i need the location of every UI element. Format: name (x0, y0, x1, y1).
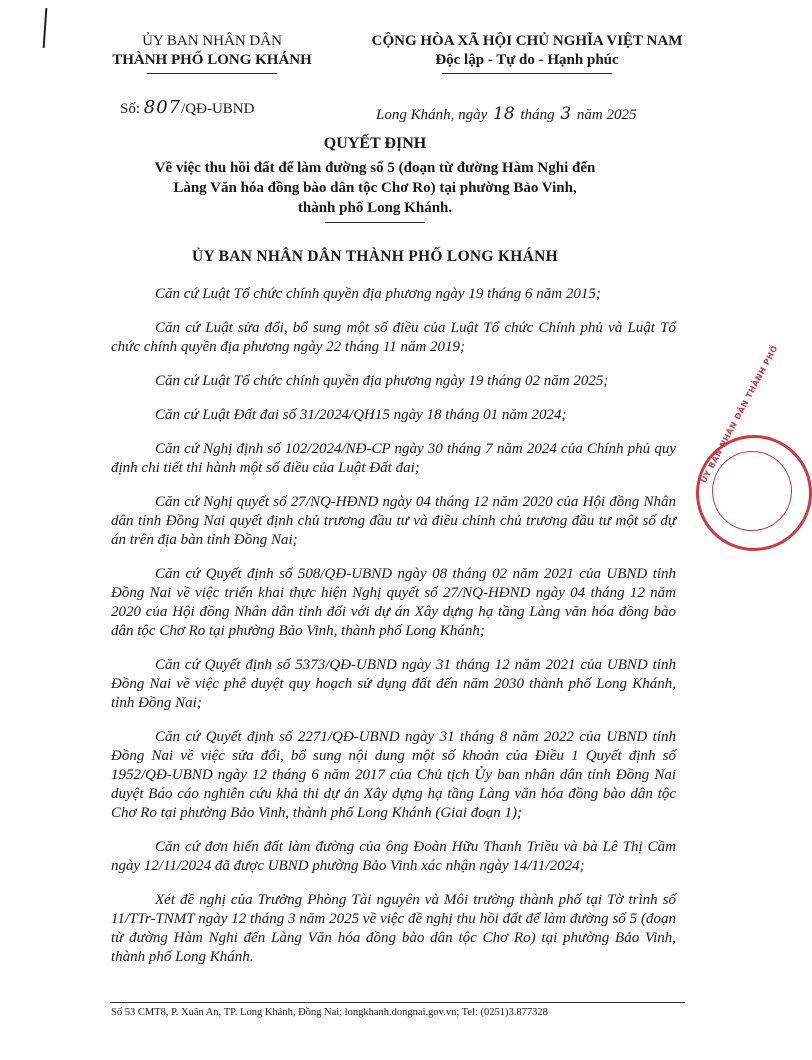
footer-contact: Số 53 CMT8, P. Xuân An, TP. Long Khánh, Đồng Nai; longkhanh.dongnai.gov.vn; Tel: (0251)3.877328 (111, 1007, 548, 1018)
legal-basis-paragraph: Căn cứ đơn hiến đất làm đường của ông Đoàn Hữu Thanh Triều và bà Lê Thị Cầm ngày 12/11/2024 đã được UBND phường Bảo Vinh xác nhận ngày 14/11/2024; (111, 839, 676, 874)
legal-basis-paragraph: Căn cứ Quyết định số 2271/QĐ-UBND ngày 31 tháng 8 năm 2022 của UBND tỉnh Đồng Nai về việc sửa đổi, bổ sung nội dung một số khoản của Điều 1 Quyết định số 1952/QĐ-UBND ngày 12 tháng 6 năm 2017 của Chủ tịch Ủy ban nhân dân tỉnh Đồng Nai duyệt Báo cáo nghiên cứu khả thi dự án Xây dựng hạ tầng Làng văn hóa đồng bào dân tộc Chơ Ro tại phường Bảo Vinh, thành phố Long Khánh (Giai đoạn 1); (111, 729, 676, 821)
nation-name: CỘNG HÒA XÃ HỘI CHỦ NGHĨA VIỆT NAM (371, 33, 683, 49)
motto-underline (442, 73, 612, 74)
national-motto: Độc lập - Tự do - Hạnh phúc (435, 52, 619, 68)
document-number-suffix: /QĐ-UBND (181, 101, 255, 117)
legal-basis-paragraph: Căn cứ Luật Tổ chức chính quyền địa phương ngày 19 tháng 6 năm 2015; (155, 286, 601, 302)
subject-line: thành phố Long Khánh. (297, 200, 453, 216)
document-number-label: Số: (120, 101, 141, 117)
footer-divider (110, 1002, 685, 1003)
legal-basis-paragraph: Căn cứ Nghị định số 102/2024/NĐ-CP ngày 30 tháng 7 năm 2024 của Chính phủ quy định chi tiết thi hành một số điều của Luật Đất đai; (111, 441, 676, 476)
legal-basis-paragraph: Xét đề nghị của Trưởng Phòng Tài nguyên và Môi trường thành phố tại Tờ trình số 11/TTr-TNMT ngày 12 tháng 3 năm 2025 về việc đề nghị thu hồi đất để làm đường số 5 (đoạn từ đường Hàm Nghi đến Làng Văn hóa đồng bào dân tộc Chơ Ro) tại phường Bảo Vinh, thành phố Long Khánh. (111, 892, 676, 965)
document-subject (0, 158, 750, 223)
legal-basis-paragraph: Căn cứ Luật sửa đổi, bổ sung một số điều của Luật Tổ chức Chính phủ và Luật Tổ chức chính quyền địa phương ngày 22 tháng 11 năm 2019; (111, 320, 676, 355)
agency-line-1: ỦY BAN NHÂN DÂN (142, 33, 282, 49)
document-number-handwritten: 807 (143, 97, 182, 118)
issue-date (376, 104, 637, 124)
subject-line: Làng Văn hóa đồng bào dân tộc Chơ Ro) tại phường Bảo Vinh, (173, 180, 577, 196)
date-place-prefix: Long Khánh, ngày (376, 107, 488, 123)
margin-pen-mark (43, 8, 48, 48)
date-month-label: tháng (520, 107, 555, 123)
issuing-authority: ỦY BAN NHÂN DÂN THÀNH PHỐ LONG KHÁNH (191, 248, 559, 265)
date-year: năm 2025 (576, 107, 637, 123)
national-header (352, 32, 702, 74)
legal-basis (111, 285, 676, 970)
date-day: 18 (493, 104, 515, 124)
subject-underline (325, 222, 425, 223)
legal-basis-paragraph: Căn cứ Quyết định số 5373/QĐ-UBND ngày 31 tháng 12 năm 2021 của UBND tỉnh Đồng Nai về việc phê duyệt quy hoạch sử dụng đất đến năm 2030 thành phố Long Khánh, tỉnh Đồng Nai; (111, 657, 676, 711)
legal-basis-paragraph: Căn cứ Luật Đất đai số 31/2024/QH15 ngày 18 tháng 01 năm 2024; (155, 407, 567, 423)
legal-basis-paragraph: Căn cứ Nghị quyết số 27/NQ-HĐND ngày 04 tháng 12 năm 2020 của Hội đồng Nhân dân tỉnh Đồng Nai quyết định chủ trương đầu tư và điều chỉnh chủ trương đầu tư một số dự án trên địa bàn tỉnh Đồng Nai; (111, 494, 676, 548)
red-seal-inner-ring (712, 451, 792, 531)
document-title: QUYẾT ĐỊNH (323, 135, 427, 152)
agency-line-2: THÀNH PHỐ LONG KHÁNH (112, 52, 312, 68)
legal-basis-paragraph: Căn cứ Quyết định số 508/QĐ-UBND ngày 08 tháng 02 năm 2021 của UBND tỉnh Đồng Nai về việc triển khai thực hiện Nghị quyết số 27/NQ-HĐND ngày 04 tháng 12 năm 2020 của Hội đồng Nhân dân tỉnh đối với dự án Xây dựng hạ tầng Làng văn hóa đồng bào dân tộc Chơ Ro tại phường Bảo Vinh, thành phố Long Khánh; (111, 566, 676, 639)
document-number (120, 97, 254, 118)
agency-underline (147, 73, 277, 74)
issuing-agency (82, 32, 342, 74)
red-seal-text: ỦY BAN NHÂN DÂN THÀNH PHỐ (699, 343, 780, 485)
legal-basis-paragraph: Căn cứ Luật Tổ chức chính quyền địa phương ngày 19 tháng 02 năm 2025; (155, 373, 609, 389)
subject-line: Về việc thu hồi đất để làm đường số 5 (đoạn từ đường Hàm Nghi đến (154, 160, 596, 176)
date-month: 3 (560, 104, 572, 124)
